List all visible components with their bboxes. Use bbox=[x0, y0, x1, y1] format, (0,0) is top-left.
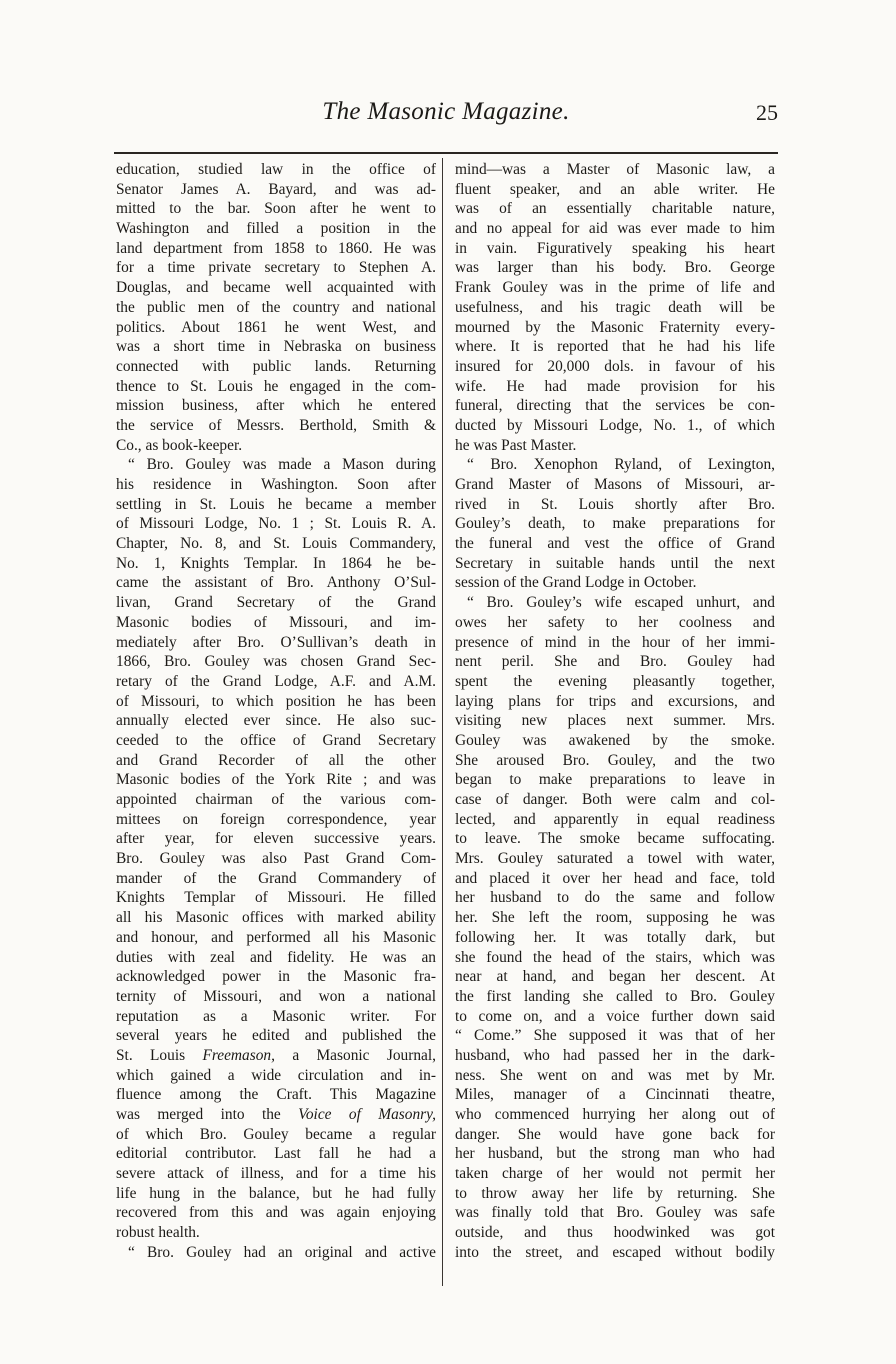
text-line: reputation as a Masonic writer. For bbox=[116, 1007, 436, 1025]
text-line: nent peril. She and Bro. Gouley had bbox=[455, 653, 775, 671]
text-line: usefulness, and his tragic death will be bbox=[455, 298, 775, 316]
text-line: fluence among the Craft. This Magazine bbox=[116, 1086, 436, 1104]
text-line: spent the evening pleasantly together, bbox=[455, 672, 775, 690]
text-line: and Grand Recorder of all the other bbox=[116, 751, 436, 769]
text-line: visiting new places next summer. Mrs. bbox=[455, 712, 775, 730]
text-line: Masonic bodies of the York Rite ; and was bbox=[116, 771, 436, 789]
text-line: was larger than his body. Bro. George bbox=[455, 259, 775, 277]
text-line: after year, for eleven successive years. bbox=[116, 830, 436, 848]
text-line: mitted to the bar. Soon after he went to bbox=[116, 200, 436, 218]
text-line: annually elected ever since. He also suc- bbox=[116, 712, 436, 730]
text-line: mediately after Bro. O’Sullivan’s death in bbox=[116, 633, 436, 651]
text-line: “ Bro. Gouley was made a Mason during bbox=[128, 456, 436, 474]
text-line: thence to St. Louis he engaged in the com- bbox=[116, 377, 436, 395]
left-column bbox=[116, 160, 436, 1263]
text-line: Gouley’s death, to make preparations for bbox=[455, 515, 775, 533]
text-line: in vain. Figuratively speaking his heart bbox=[455, 239, 775, 257]
text-line: mission business, after which he entered bbox=[116, 397, 436, 415]
text-line: Mrs. Gouley saturated a towel with water, bbox=[455, 850, 775, 868]
text-line: life hung in the balance, but he had fully bbox=[116, 1184, 436, 1202]
text-line: the service of Messrs. Berthold, Smith & bbox=[116, 416, 436, 434]
text-line: livan, Grand Secretary of the Grand bbox=[116, 594, 436, 612]
text-run: was merged into the bbox=[116, 1106, 299, 1123]
text-run: a Masonic Journal, bbox=[274, 1046, 436, 1064]
text-line: of Missouri Lodge, No. 1 ; St. Louis R. A. bbox=[116, 515, 436, 533]
text-line: mander of the Grand Commandery of bbox=[116, 869, 436, 887]
text-line: ducted by Missouri Lodge, No. 1., of which bbox=[455, 416, 775, 434]
text-line bbox=[116, 1105, 436, 1125]
text-line: session of the Grand Lodge in October. bbox=[455, 574, 697, 592]
text-line: Masonic bodies of Missouri, and im- bbox=[116, 613, 436, 631]
text-line: who commenced hurrying her along out of bbox=[455, 1106, 775, 1123]
text-line: Miles, manager of a Cincinnati theatre, bbox=[455, 1086, 775, 1104]
text-line: No. 1, Knights Templar. In 1864 he be- bbox=[116, 554, 436, 572]
text-line: ternity of Missouri, and won a national bbox=[116, 987, 436, 1005]
text-line: “ Bro. Xenophon Ryland, of Lexington, bbox=[467, 456, 775, 474]
text-line: Knights Templar of Missouri. He filled bbox=[116, 889, 436, 907]
text-line: for a time private secretary to Stephen A. bbox=[116, 259, 436, 277]
text-line: mind—was a Master of Masonic law, a bbox=[455, 161, 775, 178]
text-line: land department from 1858 to 1860. He was bbox=[116, 239, 436, 257]
text-line: severe attack of illness, and for a time his bbox=[116, 1165, 436, 1183]
text-line: ceeded to the office of Grand Secretary bbox=[116, 731, 436, 749]
text-line: and placed it over her head and face, told bbox=[455, 869, 775, 887]
text-line: the funeral and vest the office of Grand bbox=[455, 535, 775, 553]
text-line: laying plans for trips and excursions, and bbox=[455, 692, 775, 710]
text-line: funeral, directing that the services be con- bbox=[455, 397, 775, 415]
running-header bbox=[114, 98, 778, 134]
text-line: owes her safety to her coolness and bbox=[455, 613, 775, 631]
text-line: Frank Gouley was in the prime of life and bbox=[455, 279, 775, 297]
text-line: her husband to do the same and follow bbox=[455, 889, 775, 907]
text-line: “ Bro. Gouley’s wife escaped unhurt, and bbox=[467, 594, 775, 612]
text-line: where. It is reported that he had his life bbox=[455, 338, 775, 356]
text-line: taken charge of her would not permit her bbox=[455, 1165, 775, 1183]
text-line: and honour, and performed all his Masonic bbox=[116, 928, 436, 946]
text-line: his residence in Washington. Soon after bbox=[116, 476, 436, 493]
text-line: editorial contributor. Last fall he had a bbox=[116, 1145, 436, 1163]
text-line: the first landing she called to Bro. Gouley bbox=[455, 987, 775, 1005]
text-line: to throw away her life by returning. She bbox=[455, 1184, 775, 1202]
text-line: to come on, and a voice further down said bbox=[455, 1007, 775, 1025]
text-line: connected with public lands. Returning bbox=[116, 357, 436, 375]
text-line: of which Bro. Gouley became a regular bbox=[116, 1125, 436, 1143]
italic-title: Voice of Masonry, bbox=[298, 1106, 436, 1123]
text-line: acknowledged power in the Masonic fra- bbox=[116, 968, 436, 986]
text-line: “ Bro. Gouley had an original and active bbox=[128, 1243, 436, 1261]
text-line: her. She left the room, supposing he was bbox=[455, 909, 775, 927]
text-line: began to make preparations to leave in bbox=[455, 771, 775, 789]
text-line: presence of mind in the hour of her immi- bbox=[455, 633, 775, 651]
text-line: 1866, Bro. Gouley was chosen Grand Sec- bbox=[116, 653, 436, 671]
text-line: was a short time in Nebraska on business bbox=[116, 338, 436, 356]
text-line bbox=[116, 1046, 436, 1066]
text-line: was finally told that Bro. Gouley was safe bbox=[455, 1204, 775, 1222]
italic-title: Freemason, bbox=[202, 1046, 275, 1064]
column-divider bbox=[442, 158, 443, 1286]
text-line: Chapter, No. 8, and St. Louis Commandery, bbox=[116, 535, 436, 553]
text-line: husband, who had passed her in the dark- bbox=[455, 1046, 775, 1064]
text-line: retary of the Grand Lodge, A.F. and A.M. bbox=[116, 672, 436, 690]
text-line: several years he edited and published the bbox=[116, 1027, 436, 1045]
text-line: Douglas, and became well acquainted with bbox=[116, 279, 436, 297]
text-line: near at hand, and began her descent. At bbox=[455, 968, 775, 986]
text-line: into the street, and escaped without bodily bbox=[455, 1243, 775, 1261]
text-line: politics. About 1861 he went West, and bbox=[116, 318, 436, 336]
text-line: fluent speaker, and an able writer. He bbox=[455, 180, 775, 198]
text-line: came the assistant of Bro. Anthony O’Sul- bbox=[116, 574, 436, 592]
magazine-title: The Masonic Magazine. bbox=[322, 98, 570, 125]
text-line: lected, and apparently in equal readiness bbox=[455, 810, 775, 828]
text-line: settling in St. Louis he became a member bbox=[116, 495, 436, 513]
page-number: 25 bbox=[756, 100, 778, 125]
header-rule bbox=[114, 152, 778, 154]
text-line: insured for 20,000 dols. in favour of his bbox=[455, 357, 775, 375]
text-line: Bro. Gouley was also Past Grand Com- bbox=[116, 850, 436, 868]
text-line: which gained a wide circulation and in- bbox=[116, 1066, 436, 1084]
text-line: case of danger. Both were calm and col- bbox=[455, 791, 775, 808]
right-column bbox=[455, 160, 775, 1263]
text-line: robust health. bbox=[116, 1224, 200, 1242]
text-line: duties with zeal and fidelity. He was an bbox=[116, 948, 436, 966]
text-line: her husband, but the strong man who had bbox=[455, 1145, 775, 1163]
text-line: Gouley was awakened by the smoke. bbox=[455, 731, 775, 749]
text-line: he was Past Master. bbox=[455, 436, 577, 454]
text-line: wife. He had made provision for his bbox=[455, 377, 775, 395]
text-line: all his Masonic offices with marked ability bbox=[116, 909, 436, 927]
text-line: the public men of the country and national bbox=[116, 298, 436, 316]
text-line: of Missouri, to which position he has been bbox=[116, 692, 436, 710]
text-line: appointed chairman of the various com- bbox=[116, 791, 436, 808]
text-line: rived in St. Louis shortly after Bro. bbox=[455, 495, 775, 513]
text-line: Secretary in suitable hands until the next bbox=[455, 554, 775, 572]
text-line: Grand Master of Masons of Missouri, ar- bbox=[455, 476, 775, 493]
text-line: Senator James A. Bayard, and was ad- bbox=[116, 180, 436, 198]
text-line: “ Come.” She supposed it was that of her bbox=[455, 1027, 775, 1045]
text-line: ness. She went on and was met by Mr. bbox=[455, 1066, 775, 1084]
text-line: Washington and filled a position in the bbox=[116, 220, 436, 238]
text-run: St. Louis bbox=[116, 1046, 203, 1064]
text-line: mittees on foreign correspondence, year bbox=[116, 810, 436, 828]
text-line: was of an essentially charitable nature, bbox=[455, 200, 775, 218]
text-line: she found the head of the stairs, which was bbox=[455, 948, 775, 966]
text-line: recovered from this and was again enjoying bbox=[116, 1204, 436, 1222]
text-line: to leave. The smoke became suffocating. bbox=[455, 830, 775, 848]
text-line: She aroused Bro. Gouley, and the two bbox=[455, 751, 775, 769]
text-line: and no appeal for aid was ever made to him bbox=[455, 220, 775, 238]
text-line: Co., as book-keeper. bbox=[116, 436, 243, 454]
text-line: outside, and thus hoodwinked was got bbox=[455, 1224, 775, 1242]
text-line: education, studied law in the office of bbox=[116, 161, 436, 178]
text-line: danger. She would have gone back for bbox=[455, 1125, 775, 1143]
text-line: following her. It was totally dark, but bbox=[455, 928, 775, 946]
text-line: mourned by the Masonic Fraternity every- bbox=[455, 318, 775, 336]
